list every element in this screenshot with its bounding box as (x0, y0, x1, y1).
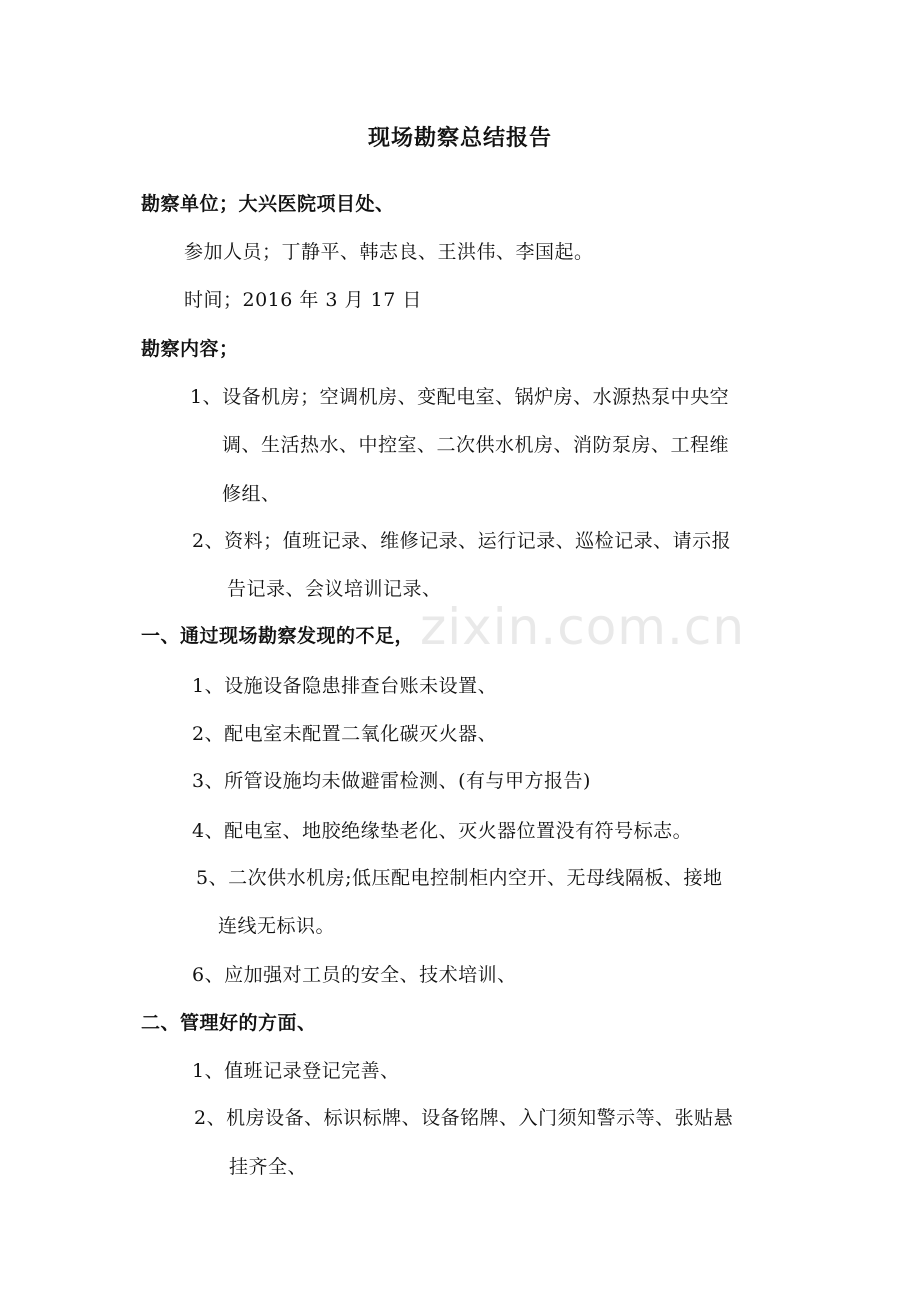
survey-unit-line: 勘察单位；大兴医院项目处、 (141, 193, 395, 215)
strength-item-2-line-2: 挂齐全、 (229, 1156, 308, 1178)
deficiency-item-5-line-1: 5、二次供水机房;低压配电控制柜内空开、无母线隔板、接地 (196, 867, 723, 889)
deficiency-item-3: 3、所管设施均未做避雷检测、(有与甲方报告) (192, 770, 591, 792)
document-title: 现场勘察总结报告 (367, 125, 552, 151)
deficiency-item-1: 1、设施设备隐患排查台账未设置、 (192, 675, 498, 697)
deficiency-item-5-line-2: 连线无标识。 (218, 915, 336, 937)
content-item-2-line-2: 告记录、会议培训记录、 (227, 578, 442, 600)
deficiency-item-2: 2、配电室未配置二氧化碳灭火器、 (192, 723, 498, 745)
content-item-1-line-3: 修组、 (222, 483, 281, 505)
strength-item-2-line-1: 2、机房设备、标识标牌、设备铭牌、入门须知警示等、张贴悬 (194, 1107, 734, 1129)
content-item-1-line-1: 1、设备机房；空调机房、变配电室、锅炉房、水源热泵中央空 (190, 386, 730, 408)
section-2-heading: 二、管理好的方面、 (141, 1012, 317, 1034)
content-item-2-line-1: 2、资料；值班记录、维修记录、运行记录、巡检记录、请示报 (192, 530, 732, 552)
deficiency-item-6: 6、应加强对工员的安全、技术培训、 (192, 964, 517, 986)
participants-line: 参加人员；丁静平、韩志良、王洪伟、李国起。 (184, 241, 594, 263)
survey-content-heading: 勘察内容； (141, 338, 239, 360)
strength-item-1: 1、值班记录登记完善、 (192, 1060, 400, 1082)
date-line: 时间；2016 年 3 月 17 日 (184, 289, 422, 311)
watermark: zixin.com.cn (420, 598, 746, 656)
section-1-heading: 一、通过现场勘察发现的不足， (141, 625, 415, 647)
deficiency-item-4: 4、配电室、地胶绝缘垫老化、灭火器位置没有符号标志。 (192, 820, 693, 842)
content-item-1-line-2: 调、生活热水、中控室、二次供水机房、消防泵房、工程维 (222, 434, 730, 456)
